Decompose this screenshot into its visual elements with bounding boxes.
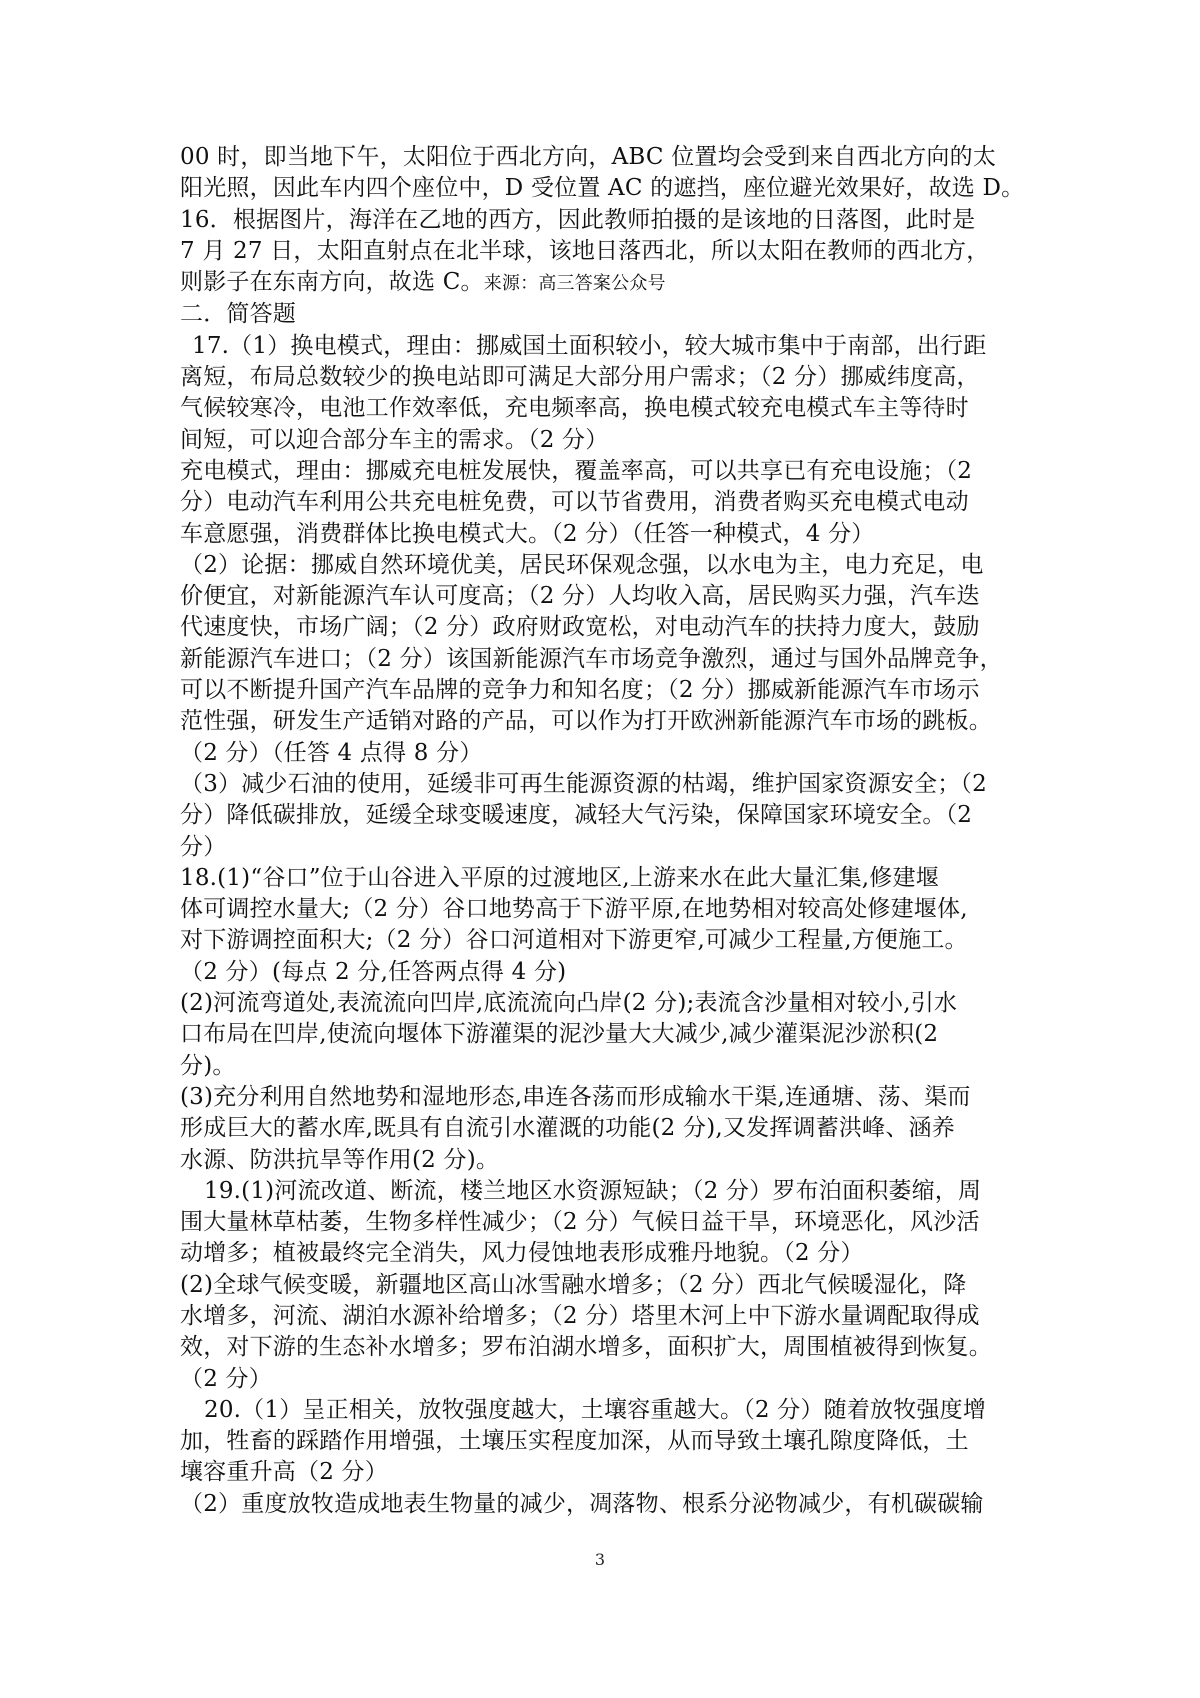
text-line	[180, 1270, 1020, 1301]
text-line-content: 充电模式，理由：挪威充电桩发展快，覆盖率高，可以共享已有充电设施；（2	[180, 457, 973, 484]
text-line	[180, 1364, 1020, 1395]
text-line	[180, 425, 1020, 456]
text-line	[180, 863, 1020, 894]
text-line-content: 二．简答题	[180, 301, 296, 328]
text-line-content: 新能源汽车进口；（2 分）该国新能源汽车市场竞争激烈，通过与国外品牌竞争，	[180, 645, 1003, 672]
text-line-content: 加，牲畜的踩踏作用增强，土壤压实程度加深，从而导致土壤孔隙度降低，土	[180, 1428, 969, 1455]
page-number: 3	[594, 1550, 606, 1569]
text-line	[180, 1301, 1020, 1332]
text-line	[180, 925, 1020, 956]
text-line-content: 20.（1）呈正相关，放牧强度越大，土壤容重越大。（2 分）随着放牧强度增	[204, 1396, 987, 1423]
text-line-content: （2 分）（任答 4 点得 8 分）	[180, 739, 483, 766]
text-line	[180, 581, 1020, 612]
text-line-content: （2 分）(每点 2 分,任答两点得 4 分)	[180, 958, 567, 985]
text-line	[180, 1019, 1020, 1050]
text-line	[180, 1145, 1020, 1176]
text-line	[180, 1489, 1020, 1520]
text-line	[180, 800, 1020, 831]
text-line	[180, 205, 1020, 236]
text-line	[180, 675, 1020, 706]
text-line-content: 离短，布局总数较少的换电站即可满足大部分用户需求；（2 分）挪威纬度高，	[180, 364, 980, 391]
text-line-content: （2）论据：挪威自然环境优美，居民环保观念强，以水电为主，电力充足，电	[180, 551, 984, 578]
text-line	[180, 644, 1020, 675]
text-line	[180, 1238, 1020, 1269]
text-line	[180, 706, 1020, 737]
text-line	[180, 519, 1020, 550]
text-line	[180, 173, 1025, 204]
text-line	[180, 988, 1020, 1019]
text-line	[180, 1082, 1020, 1113]
text-line-content: 水源、防洪抗旱等作用(2 分)。	[180, 1146, 500, 1173]
text-line	[180, 1457, 1020, 1488]
text-line-content: 价便宜，对新能源汽车认可度高；（2 分）人均收入高，居民购买力强，汽车迭	[180, 583, 980, 610]
text-line	[180, 456, 1020, 487]
text-line-content: 18.(1)“谷口”位于山谷进入平原的过渡地区,上游来水在此大量汇集,修建堰	[180, 864, 939, 891]
text-line	[180, 299, 1020, 330]
text-line-content: 水增多，河流、湖泊水源补给增多；（2 分）塔里木河上中下游水量调配取得成	[180, 1302, 980, 1329]
text-line-content: 分）	[180, 833, 227, 860]
text-line-content: 壤容重升高（2 分）	[180, 1459, 388, 1486]
text-line-content: 体可调控水量大;（2 分）谷口地势高于下游平原,在地势相对较高处修建堰体,	[180, 896, 968, 923]
document-body	[180, 142, 1025, 1520]
text-line-content: 阳光照，因此车内四个座位中，D 受位置 AC 的遮挡，座位避光效果好，故选 D。	[180, 175, 1025, 202]
text-line	[180, 612, 1020, 643]
text-line-content: 口布局在凹岸,使流向堰体下游灌渠的泥沙量大大减少,减少灌渠泥沙淤积(2	[180, 1021, 939, 1048]
text-line-content: 动增多；植被最终完全消失，风力侵蚀地表形成雅丹地貌。（2 分）	[180, 1240, 864, 1267]
text-line	[180, 331, 1020, 362]
text-line	[180, 738, 1020, 769]
text-line-content: 效，对下游的生态补水增多；罗布泊湖水增多，面积扩大，周围植被得到恢复。	[180, 1334, 992, 1361]
text-line-content: 则影子在东南方向，故选 C。	[180, 269, 484, 296]
text-line-content: 17.（1）换电模式，理由：挪威国土面积较小，较大城市集中于南部，出行距	[192, 332, 987, 359]
text-line-content: 围大量林草枯萎，生物多样性减少；（2 分）气候日益干旱，环境恶化，风沙活	[180, 1209, 980, 1236]
text-line	[180, 957, 1020, 988]
source-note: 来源：高三答案公众号	[483, 273, 666, 295]
text-line	[180, 393, 1020, 424]
text-line	[180, 142, 1020, 173]
text-line-content: 分）降低碳排放，延缓全球变暖速度，减轻大气污染，保障国家环境安全。（2	[180, 802, 973, 829]
text-line-content: (2)全球气候变暖，新疆地区高山冰雪融水增多；（2 分）西北气候暖湿化，降	[180, 1271, 967, 1298]
text-line	[180, 1395, 1020, 1426]
text-line-content: （2 分）	[180, 1365, 272, 1392]
text-line-content: 分）电动汽车利用公共充电桩免费，可以节省费用，消费者购买充电模式电动	[180, 489, 969, 516]
text-line	[180, 769, 1020, 800]
text-line-content: （3）减少石油的使用，延缓非可再生能源资源的枯竭，维护国家资源安全；（2	[180, 770, 987, 797]
text-line-content: 对下游调控面积大;（2 分）谷口河道相对下游更窄,可减少工程量,方便施工。	[180, 927, 968, 954]
text-line-content: (2)河流弯道处,表流流向凹岸,底流流向凸岸(2 分);表流含沙量相对较小,引水	[180, 990, 958, 1017]
text-line-content: 7 月 27 日，太阳直射点在北半球，该地日落西北，所以太阳在教师的西北方，	[180, 237, 990, 264]
text-line	[180, 1176, 1020, 1207]
text-line-content: 气候较寒冷，电池工作效率低，充电频率高，换电模式较充电模式车主等待时	[180, 395, 969, 422]
text-line	[180, 832, 1020, 863]
text-line	[180, 487, 1020, 518]
text-line-content: 00 时，即当地下午，太阳位于西北方向，ABC 位置均会受到来自西北方向的太	[180, 144, 997, 170]
text-line-content: 可以不断提升国产汽车品牌的竞争力和知名度；（2 分）挪威新能源汽车市场示	[180, 677, 980, 704]
text-line	[180, 550, 1020, 581]
text-line-content: 形成巨大的蓄水库,既具有自流引水灌溉的功能(2 分),又发挥调蓄洪峰、涵养	[180, 1115, 955, 1142]
text-line	[180, 1207, 1020, 1238]
text-line	[180, 267, 1020, 299]
text-line-content: 16．根据图片，海洋在乙地的西方，因此教师拍摄的是该地的日落图，此时是	[180, 206, 976, 233]
text-line-content: 间短，可以迎合部分车主的需求。（2 分）	[180, 426, 609, 453]
text-line	[180, 236, 1020, 267]
text-line-content: (3)充分利用自然地势和湿地形态,串连各荡而形成输水干渠,连通塘、荡、渠而	[180, 1083, 971, 1110]
text-line	[180, 1113, 1020, 1144]
text-line-content: 分)。	[180, 1052, 236, 1079]
text-line	[180, 362, 1020, 393]
text-line-content: 车意愿强，消费群体比换电模式大。（2 分）（任答一种模式，4 分）	[180, 520, 875, 547]
text-line-content: （2）重度放牧造成地表生物量的减少，凋落物、根系分泌物减少，有机碳碳输	[180, 1490, 984, 1517]
text-line	[180, 894, 1020, 925]
text-line	[180, 1426, 1020, 1457]
text-line-content: 19.(1)河流改道、断流，楼兰地区水资源短缺；（2 分）罗布泊面积萎缩，周	[204, 1177, 982, 1204]
text-line-content: 代速度快，市场广阔；（2 分）政府财政宽松，对电动汽车的扶持力度大，鼓励	[180, 614, 980, 641]
text-line	[180, 1051, 1020, 1082]
text-line-content: 范性强，研发生产适销对路的产品，可以作为打开欧洲新能源汽车市场的跳板。	[180, 708, 992, 735]
text-line	[180, 1332, 1020, 1363]
